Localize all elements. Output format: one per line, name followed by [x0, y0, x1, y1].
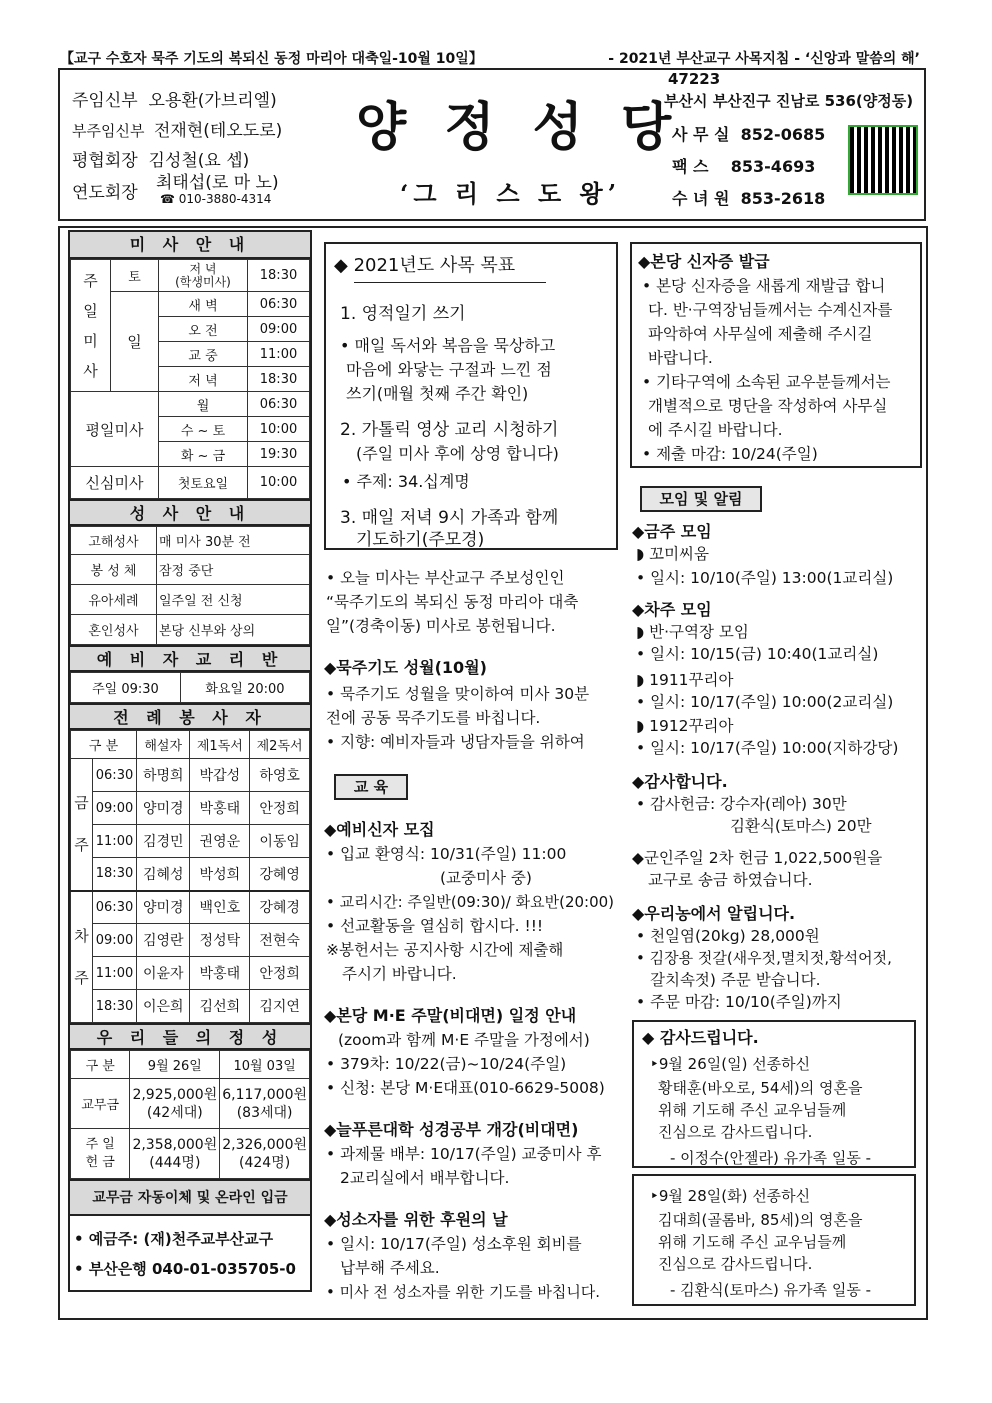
gratitude-text: ‣9월 28일(화) 선종하신: [650, 1187, 811, 1205]
farm-heading: ◆우리농에서 알립니다.: [632, 904, 796, 923]
sat-mass-time: 18:30: [248, 260, 310, 292]
recruit-text: • 입교 환영식: 10/31(주일) 11:00: [326, 845, 567, 863]
gratitude-text: 김대희(골롬바, 85세)의 영혼을: [658, 1211, 863, 1229]
meeting-item: ◗ 1912꾸리아: [636, 717, 734, 735]
gratitude-text: ‣9월 26일(일) 선종하신: [650, 1055, 811, 1073]
table-cell: 박홍태: [190, 957, 250, 990]
member-id-heading: ◆본당 신자증 발급: [638, 252, 770, 271]
seminar-heading: ◆성소자를 위한 후원의 날: [324, 1210, 508, 1229]
rosary-text: • 묵주기도 성월을 맞이하여 미사 30분: [326, 685, 590, 703]
devotion-mass-label: 신심미사: [71, 467, 159, 499]
thanks-heading: ◆감사합니다.: [632, 772, 728, 791]
servers-header: 구 분: [71, 731, 137, 759]
catechumen-table: [70, 672, 310, 703]
gratitude-signature: - 김환식(토마스) 유가족 일동 -: [670, 1281, 871, 1299]
sacrament-value: 본당 신부와 상의: [157, 615, 310, 645]
table-cell: 김경민: [137, 825, 190, 858]
member-id-text: 에 주시길 바랍니다.: [648, 421, 783, 439]
table-cell: 양미경: [137, 891, 190, 924]
notice-text: 일”(경축이동) 미사로 봉헌됩니다.: [326, 617, 556, 635]
me-text: • 신청: 본당 M·E대표(010-6629-5008): [326, 1079, 605, 1097]
condolence-box-1: [632, 1020, 916, 1168]
rosary-heading: ◆묵주기도 성월(10월): [324, 658, 487, 677]
offering-value: 2,358,000원 (444명): [130, 1129, 220, 1179]
army-offering-text: 교구로 송금 하였습니다.: [648, 871, 813, 889]
goals-underline: [354, 282, 546, 283]
gratitude-heading: ◆ 감사드립니다.: [642, 1028, 759, 1047]
goal-2-topic: • 주제: 34.십계명: [342, 472, 470, 491]
mass-table: [70, 259, 310, 499]
fax: 팩 스 853-4693: [672, 157, 816, 176]
postal-code: 47223: [668, 70, 721, 88]
seminar-text: • 일시: 10/17(주일) 성소후원 회비를: [326, 1235, 582, 1253]
devotion-time: 10:00: [248, 467, 310, 499]
bible-text: 2교리실에서 배부합니다.: [340, 1169, 510, 1187]
table-cell: 06:30: [93, 759, 137, 792]
table-cell: 전현숙: [250, 924, 310, 957]
member-id-text: 다. 반·구역장님들께서는 수계신자를: [648, 301, 893, 319]
offering-table: [70, 1050, 310, 1179]
sunday-mass-label: 주 일 미 사: [71, 260, 111, 392]
saturday: 토: [111, 260, 159, 292]
staff-4-role: 연도회장: [72, 183, 138, 203]
goal-3-text: 기도하기(주모경): [356, 530, 485, 550]
member-id-box: [630, 242, 922, 468]
meeting-time: • 일시: 10/10(주일) 13:00(1교리실): [636, 569, 894, 587]
meetings-tag: 모임 및 알림: [640, 486, 762, 512]
office-phone: 사 무 실 852-0685: [672, 125, 826, 144]
sat-mass-name: 저 녁 (학생미사): [159, 260, 248, 292]
staff-2: 부주임신부 전재현(테오도로): [72, 121, 283, 141]
next-week-heading: ◆차주 모임: [632, 600, 712, 619]
sun-mass-name: 새 벽: [159, 292, 248, 317]
table-cell: 김선희: [190, 990, 250, 1023]
sacrament-key: 고해성사: [71, 527, 157, 555]
this-week-heading: ◆금주 모임: [632, 522, 712, 541]
farm-text: • 김장용 젓갈(새우젓,멸치젓,황석어젓,: [636, 949, 892, 967]
rosary-text: • 지향: 예비자들과 냉담자들을 위하여: [326, 733, 585, 751]
weekday-day: 화 ~ 금: [159, 442, 248, 467]
meeting-item: ◗ 1911꾸리아: [636, 671, 734, 689]
next-week-label: 차 주: [71, 891, 93, 1023]
servers-header: 제2독서: [250, 731, 310, 759]
member-id-text: 파악하여 사무실에 제출해 주시길: [648, 325, 873, 343]
member-id-text: • 제출 마감: 10/24(주일): [642, 445, 818, 463]
mass-title: 미 사 안 내: [70, 232, 310, 259]
offering-header: 구 분: [71, 1051, 130, 1079]
member-id-text: • 기타구역에 소속된 교우분들께서는: [642, 373, 891, 391]
recruit-text: • 선교활동을 열심히 합시다. !!!: [326, 917, 544, 935]
goal-1-text: 마음에 와닿는 구절과 느낀 점: [346, 360, 552, 379]
table-cell: 박홍태: [190, 792, 250, 825]
sun-mass-name: 교 중: [159, 342, 248, 367]
personal-phone: ☎ 010-3880-4314: [160, 192, 272, 206]
meeting-item: ◗ 꼬미씨움: [636, 545, 709, 563]
goal-3: 3. 매일 저녁 9시 가족과 함께: [340, 508, 559, 528]
offering-header: 10월 03일: [220, 1051, 310, 1079]
table-cell: 박성희: [190, 858, 250, 891]
recruit-text: (교중미사 중): [440, 869, 532, 887]
bank-info: [70, 1216, 310, 1290]
me-heading: ◆본당 M·E 주말(비대면) 일정 안내: [324, 1006, 577, 1025]
rosary-text: 전에 공동 묵주기도를 바칩니다.: [326, 709, 541, 727]
sacrament-value: 잠정 중단: [157, 555, 310, 585]
education-tag: 교 육: [334, 774, 408, 800]
seminar-text: 납부해 주세요.: [340, 1259, 440, 1277]
sacrament-value: 매 미사 30분 전: [157, 527, 310, 555]
me-text: (zoom과 함께 M·E 주말을 가정에서): [338, 1031, 590, 1049]
table-cell: 18:30: [93, 990, 137, 1023]
recruit-text: 주시기 바랍니다.: [342, 965, 457, 983]
this-week-label: 금 주: [71, 759, 93, 891]
header: [58, 68, 926, 221]
farm-text: 갈치속젓) 주문 받습니다.: [650, 971, 821, 989]
servers-header: 제1독서: [190, 731, 250, 759]
sun-mass-time: 09:00: [248, 317, 310, 342]
table-cell: 정성탁: [190, 924, 250, 957]
table-cell: 권영운: [190, 825, 250, 858]
table-cell: 11:00: [93, 825, 137, 858]
me-text: • 379차: 10/22(금)~10/24(주일): [326, 1055, 567, 1073]
servers-table: [70, 730, 310, 1023]
sun-mass-time: 18:30: [248, 367, 310, 392]
feast-notice: 【교구 수호자 묵주 기도의 복되신 동정 마리아 대축일-10월 10일】: [60, 51, 483, 67]
goal-1-text: 쓰기(매월 첫째 주간 확인): [346, 384, 529, 403]
notice-text: “묵주기도의 복되신 동정 마리아 대축: [326, 593, 579, 611]
sacrament-table: [70, 526, 310, 645]
gratitude-text: 황태훈(바오로, 54세)의 영혼을: [658, 1079, 863, 1097]
table-cell: 18:30: [93, 858, 137, 891]
qr-code-icon[interactable]: [848, 125, 918, 195]
farm-text: • 주문 마감: 10/10(주일)까지: [636, 993, 842, 1011]
account-holder: • 예금주: (재)천주교부산교구: [74, 1230, 274, 1248]
farm-text: • 천일염(20kg) 28,000원: [636, 927, 820, 945]
catechumen-title: 예 비 자 교 리 반: [70, 645, 310, 672]
table-cell: 11:00: [93, 957, 137, 990]
goals-title: ◆ 2021년도 사목 목표: [334, 255, 516, 276]
weekday-time: 19:30: [248, 442, 310, 467]
member-id-text: • 본당 신자증을 새롭게 재발급 합니: [642, 277, 886, 295]
seminar-text: • 미사 전 성소자를 위한 기도를 바칩니다.: [326, 1283, 601, 1301]
pastoral-goals-box: [324, 242, 618, 550]
table-cell: 양미경: [137, 792, 190, 825]
goal-2: 2. 가톨릭 영상 교리 시청하기: [340, 420, 559, 440]
table-cell: 이윤자: [137, 957, 190, 990]
gratitude-text: 위해 기도해 주신 교우님들께: [658, 1101, 847, 1119]
auto-transfer-title: 교무금 자동이체 및 온라인 입금: [70, 1179, 310, 1216]
sun-mass-time: 11:00: [248, 342, 310, 367]
table-cell: 하명희: [137, 759, 190, 792]
left-column: [68, 230, 312, 1292]
notice-text: • 오늘 미사는 부산교구 주보성인인: [326, 569, 565, 587]
staff-4-name: 최태섭(로 마 노): [156, 173, 279, 193]
table-cell: 하영호: [250, 759, 310, 792]
sun-mass-name: 오 전: [159, 317, 248, 342]
gratitude-text: 진심으로 감사드립니다.: [658, 1123, 813, 1141]
table-cell: 김혜성: [137, 858, 190, 891]
offering-key: 교무금: [71, 1079, 130, 1129]
table-cell: 강혜영: [250, 858, 310, 891]
meeting-time: • 일시: 10/15(금) 10:40(1교리실): [636, 645, 879, 663]
weekday-day: 월: [159, 392, 248, 417]
church-name: 양 정 성 당: [356, 97, 682, 158]
gratitude-text: 위해 기도해 주신 교우님들께: [658, 1233, 847, 1251]
weekday-time: 06:30: [248, 392, 310, 417]
weekday-day: 수 ~ 토: [159, 417, 248, 442]
table-cell: 06:30: [93, 891, 137, 924]
goal-1: 1. 영적일기 쓰기: [340, 304, 466, 324]
table-cell: 강혜경: [250, 891, 310, 924]
table-cell: 김영란: [137, 924, 190, 957]
address: 부산시 부산진구 진남로 536(양정동): [664, 92, 914, 110]
thanks-text: 김환식(토마스) 20만: [730, 817, 872, 835]
sacrament-key: 유아세례: [71, 585, 157, 615]
sacrament-key: 혼인성사: [71, 615, 157, 645]
army-offering-text: ◆군인주일 2차 헌금 1,022,500원을: [632, 849, 883, 867]
bible-text: • 과제물 배부: 10/17(주일) 교중미사 후: [326, 1145, 602, 1163]
servers-title: 전 례 봉 사 자: [70, 703, 310, 730]
devotion-day: 첫토요일: [159, 467, 248, 499]
main-frame: [58, 226, 928, 1320]
table-cell: 안정희: [250, 792, 310, 825]
member-id-text: 바랍니다.: [648, 349, 713, 367]
catechumen-sunday: 주일 09:30: [71, 673, 181, 703]
sacrament-value: 일주일 전 신청: [157, 585, 310, 615]
recruit-text: • 교리시간: 주일반(09:30)/ 화요반(20:00): [326, 893, 615, 911]
offering-value: 6,117,000원 (83세대): [220, 1079, 310, 1129]
pastoral-motto: - 2021년 부산교구 사목지침 - ‘신앙과 말씀의 해’: [608, 51, 920, 67]
sun-mass-time: 06:30: [248, 292, 310, 317]
weekday-mass-label: 평일미사: [71, 392, 159, 467]
convent-phone: 수 녀 원 853-2618: [672, 189, 826, 208]
thanks-text: • 감사헌금: 강수자(레아) 30만: [636, 795, 847, 813]
goal-2-text: (주일 미사 후에 상영 합니다): [356, 444, 559, 463]
offering-key: 주 일 헌 금: [71, 1129, 130, 1179]
meeting-time: • 일시: 10/17(주일) 10:00(2교리실): [636, 693, 894, 711]
catechumen-tuesday: 화요일 20:00: [180, 673, 309, 703]
recruit-heading: ◆예비신자 모집: [324, 820, 435, 839]
top-line: [60, 44, 926, 70]
sacrament-title: 성 사 안 내: [70, 499, 310, 526]
weekday-time: 10:00: [248, 417, 310, 442]
staff-1: 주임신부 오용환(가브리엘): [72, 91, 277, 111]
recruit-text: ※봉헌서는 공지사항 시간에 제출해: [326, 941, 564, 959]
table-cell: 09:00: [93, 924, 137, 957]
gratitude-signature: - 이정수(안젤라) 유가족 일동 -: [670, 1149, 871, 1167]
condolence-box-2: [632, 1174, 916, 1306]
servers-header: 해설자: [137, 731, 190, 759]
staff-3: 평협회장 김성철(요 셉): [72, 151, 250, 171]
table-cell: 이동임: [250, 825, 310, 858]
offering-value: 2,326,000원 (424명): [220, 1129, 310, 1179]
member-id-text: 개별적으로 명단을 작성하여 사무실: [648, 397, 888, 415]
table-cell: 안정희: [250, 957, 310, 990]
offering-title: 우 리 들 의 정 성: [70, 1023, 310, 1050]
sun-mass-name: 저 녁: [159, 367, 248, 392]
bible-heading: ◆늘푸른대학 성경공부 개강(비대면): [324, 1120, 579, 1139]
table-cell: 09:00: [93, 792, 137, 825]
offering-header: 9월 26일: [130, 1051, 220, 1079]
meeting-time: • 일시: 10/17(주일) 10:00(지하강당): [636, 739, 899, 757]
meeting-item: ◗ 반·구역장 모임: [636, 623, 749, 641]
table-cell: 백인호: [190, 891, 250, 924]
gratitude-text: 진심으로 감사드립니다.: [658, 1255, 813, 1273]
patron-title: ‘그 리 스 도 왕’: [400, 179, 622, 208]
table-cell: 김지연: [250, 990, 310, 1023]
sacrament-key: 봉 성 체: [71, 555, 157, 585]
sunday: 일: [111, 292, 159, 392]
goal-1-text: • 매일 독서와 복음을 묵상하고: [340, 336, 556, 355]
offering-value: 2,925,000원 (42세대): [130, 1079, 220, 1129]
table-cell: 이은희: [137, 990, 190, 1023]
table-cell: 박갑성: [190, 759, 250, 792]
bank-account: • 부산은행 040-01-035705-0: [74, 1260, 296, 1278]
